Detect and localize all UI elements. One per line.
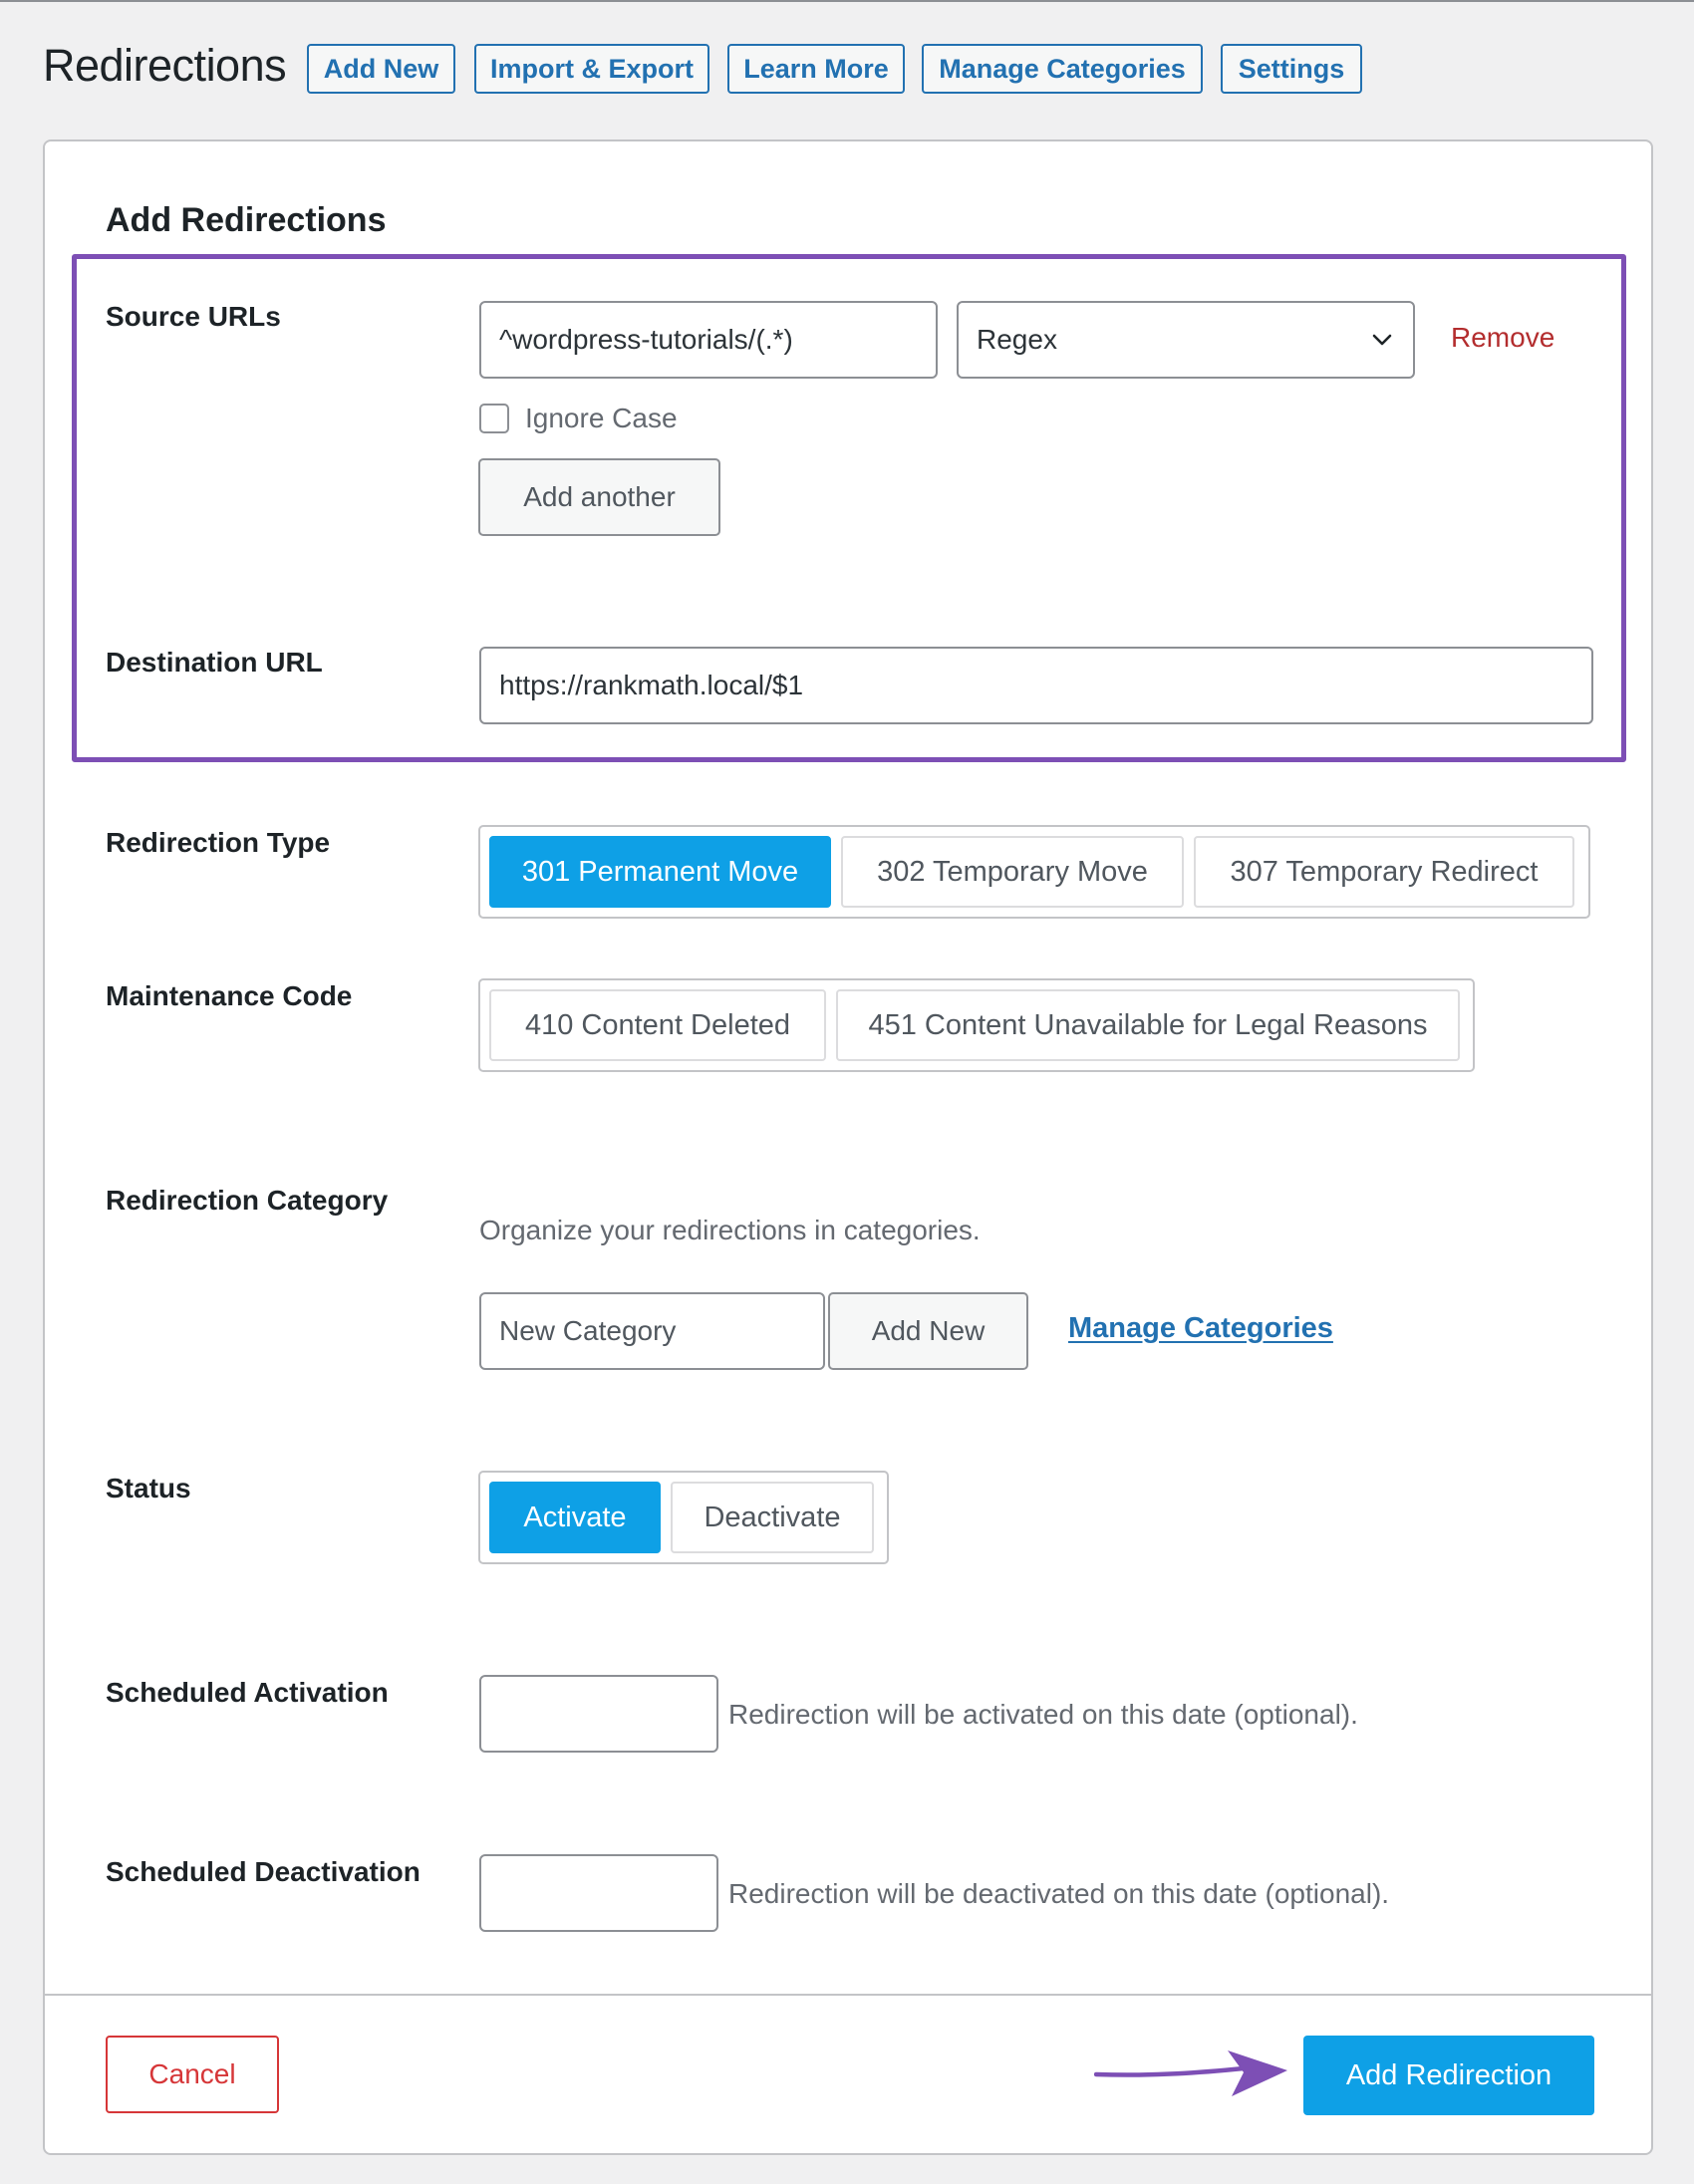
deactivation-date-input[interactable] (479, 1854, 718, 1932)
scheduled-activation-label: Scheduled Activation (106, 1677, 389, 1708)
match-type-select[interactable] (957, 301, 1415, 379)
arrow-pointer-icon (1094, 2047, 1289, 2107)
footer-divider (45, 1994, 1651, 1996)
ignore-case-label[interactable]: Ignore Case (525, 403, 678, 433)
deactivation-help-text: Redirection will be deactivated on this date (optional). (728, 1878, 1390, 1909)
import-export-button[interactable]: Import & Export (474, 44, 709, 94)
status-group (478, 1471, 889, 1564)
manage-categories-button[interactable]: Manage Categories (922, 44, 1203, 94)
type-302-option[interactable]: 302 Temporary Move (841, 836, 1184, 908)
top-divider (0, 0, 1694, 2)
add-category-button[interactable]: Add New (828, 1292, 1028, 1370)
remove-source-link[interactable]: Remove (1451, 322, 1555, 353)
category-help-text: Organize your redirections in categories. (479, 1215, 981, 1245)
activate-option[interactable]: Activate (489, 1482, 661, 1553)
deactivate-option[interactable]: Deactivate (671, 1482, 874, 1553)
type-301-option[interactable]: 301 Permanent Move (489, 836, 831, 908)
new-category-input[interactable]: New Category (479, 1292, 825, 1370)
match-type-value: Regex (977, 324, 1057, 355)
redirection-type-group (478, 825, 1590, 919)
code-451-option[interactable]: 451 Content Unavailable for Legal Reasons (836, 989, 1460, 1061)
redirection-type-label: Redirection Type (106, 827, 331, 858)
source-url-input[interactable]: ^wordpress-tutorials/(.*) (479, 301, 938, 379)
source-urls-label: Source URLs (106, 301, 281, 332)
status-label: Status (106, 1473, 191, 1503)
settings-button[interactable]: Settings (1221, 44, 1362, 94)
type-307-option[interactable]: 307 Temporary Redirect (1194, 836, 1574, 908)
add-redirection-form (43, 139, 1653, 2155)
maintenance-code-label: Maintenance Code (106, 980, 353, 1011)
add-redirection-button[interactable]: Add Redirection (1303, 2036, 1594, 2115)
activation-date-input[interactable] (479, 1675, 718, 1753)
redirection-category-label: Redirection Category (106, 1185, 389, 1216)
add-new-button[interactable]: Add New (307, 44, 455, 94)
learn-more-button[interactable]: Learn More (727, 44, 905, 94)
chevron-down-icon (1369, 327, 1395, 353)
manage-categories-link[interactable]: Manage Categories (1068, 1312, 1333, 1344)
ignore-case-checkbox[interactable] (479, 404, 509, 433)
code-410-option[interactable]: 410 Content Deleted (489, 989, 826, 1061)
destination-url-label: Destination URL (106, 647, 323, 678)
maintenance-code-group (478, 978, 1475, 1072)
cancel-button[interactable]: Cancel (106, 2036, 279, 2113)
page-title: Redirections (43, 40, 287, 91)
form-title: Add Redirections (106, 201, 387, 239)
scheduled-deactivation-label: Scheduled Deactivation (106, 1856, 421, 1887)
add-another-button[interactable]: Add another (478, 458, 720, 536)
activation-help-text: Redirection will be activated on this date (optional). (728, 1699, 1358, 1730)
destination-url-input[interactable]: https://rankmath.local/$1 (479, 647, 1593, 724)
